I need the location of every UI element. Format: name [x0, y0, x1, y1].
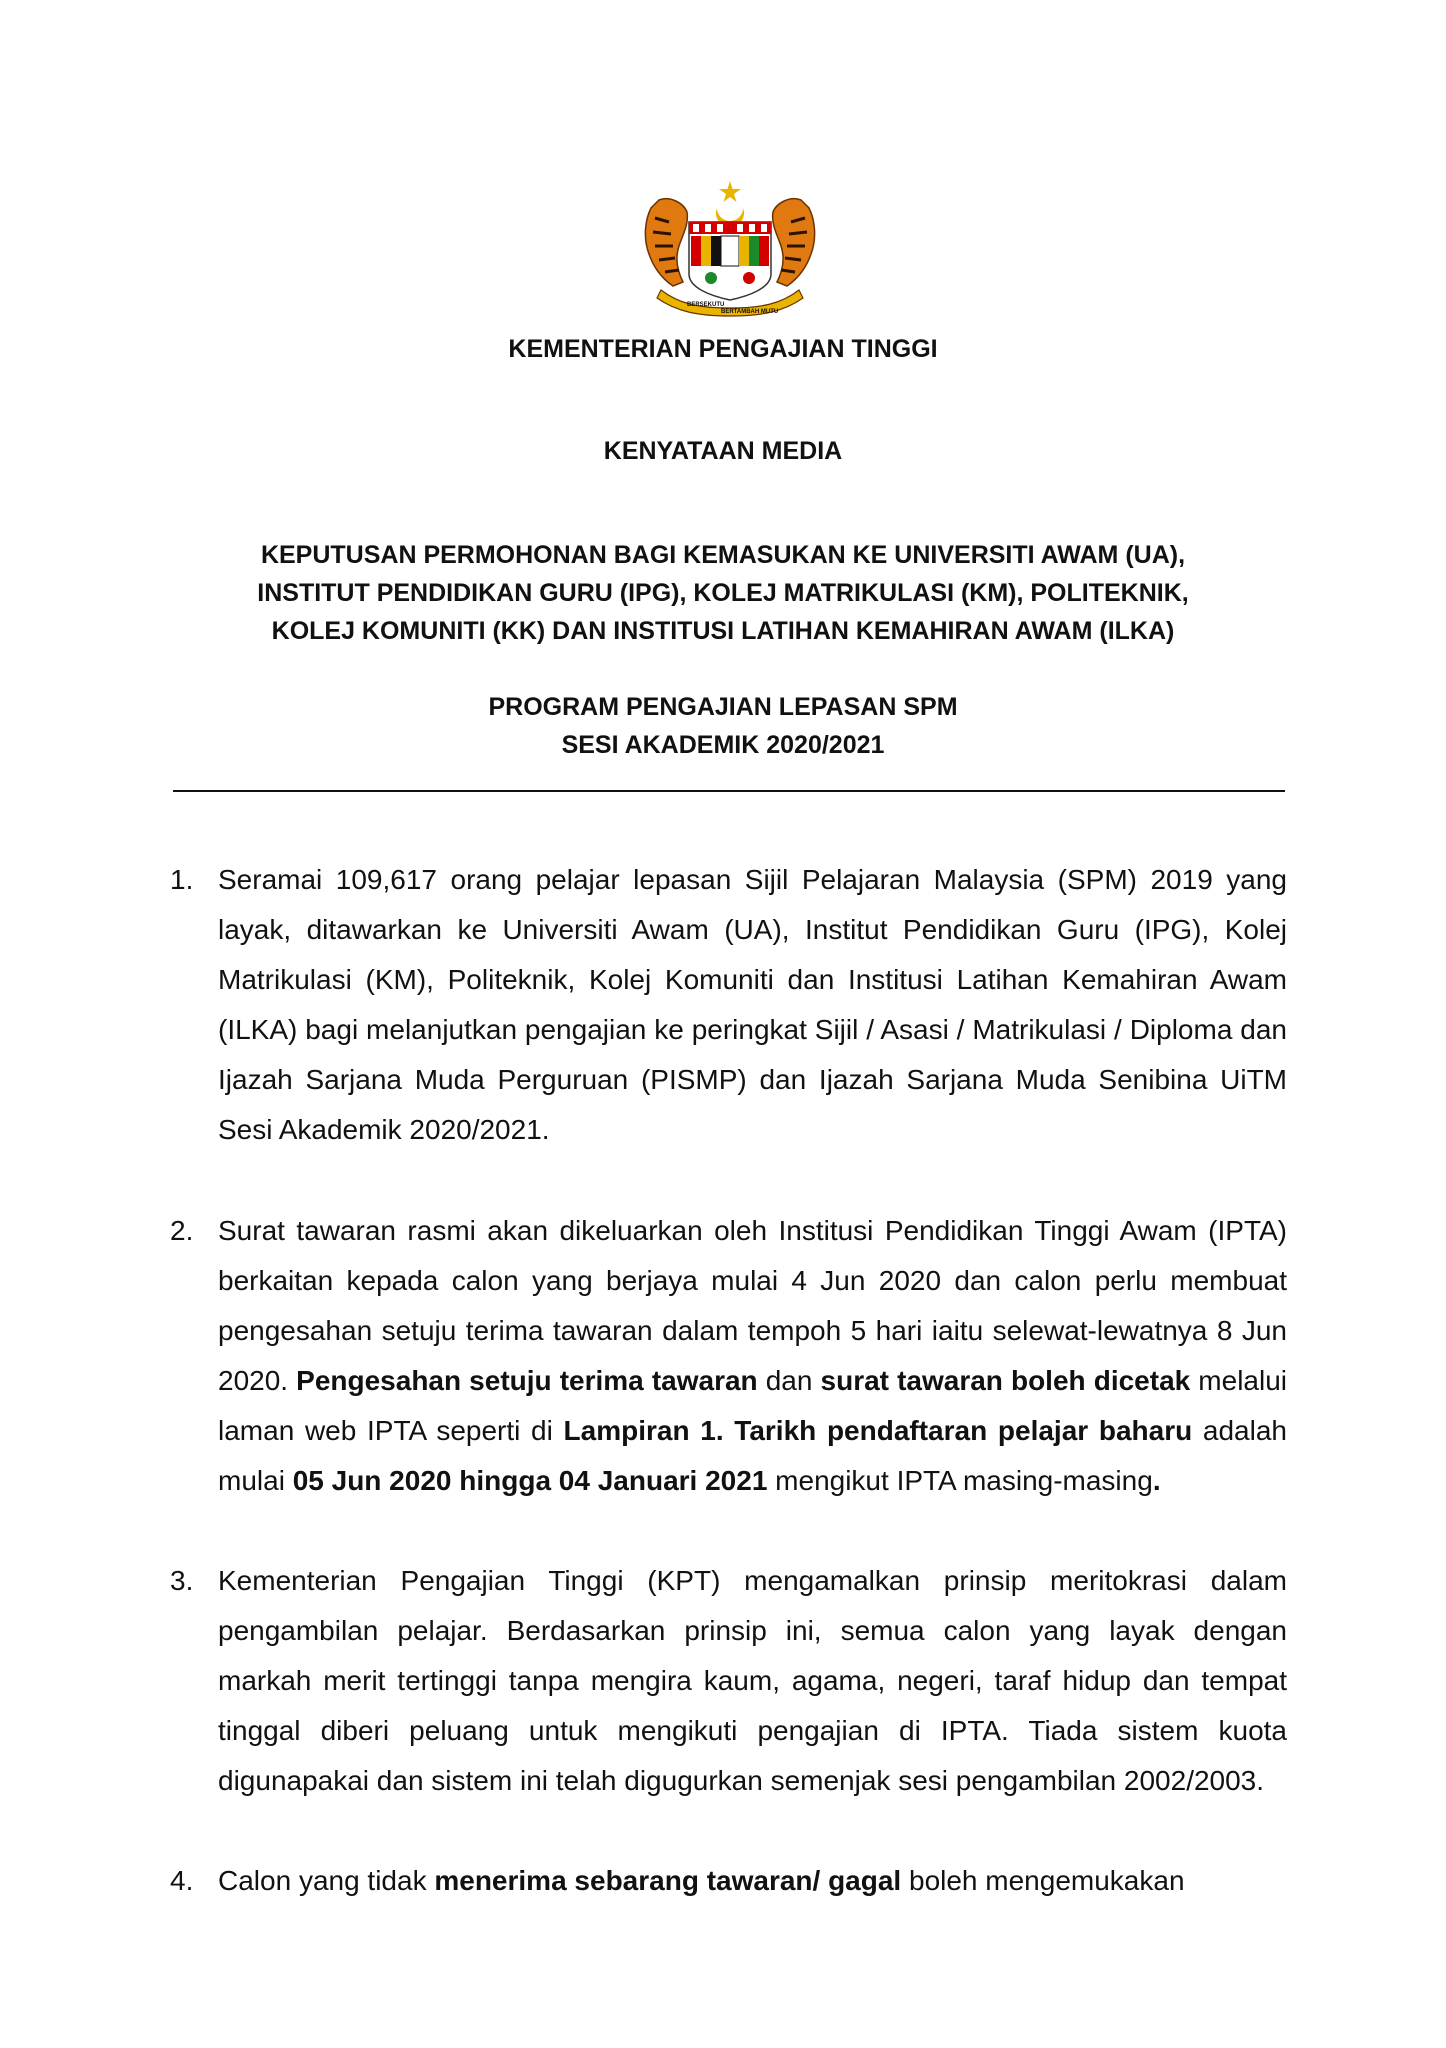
paragraph-number: 1.	[170, 864, 194, 895]
ministry-name: KEMENTERIAN PENGAJIAN TINGGI	[508, 335, 938, 363]
subtitle-line: SESI AKADEMIK 2020/2021	[561, 731, 885, 759]
paragraph-text	[218, 1206, 1287, 1506]
text-run: Seramai 109,617 orang pelajar lepasan Sijil Pelajaran Malaysia (SPM) 2019 yang layak, ditawarkan ke Universiti Awam (UA), Institut Pendidikan Guru (IPG), Kolej Matrikulasi (KM), Politeknik, Kolej Komuniti dan Institusi Latihan Kemahiran Awam (ILKA) bagi melanjutkan pengajian ke peringkat Sijil / Asasi / Matrikulasi / Diploma dan Ijazah Sarjana Muda Perguruan (PISMP) dan Ijazah Sarjana Muda Senibina UiTM Sesi Akademik 2020/2021.	[218, 864, 1287, 1145]
text-run: dan	[757, 1365, 821, 1396]
bold-text-run: 05 Jun 2020 hingga 04 Januari 2021	[292, 1465, 768, 1496]
bold-text-run: menerima sebarang tawaran/ gagal	[434, 1865, 902, 1896]
header-divider	[173, 790, 1285, 792]
text-run: Calon yang tidak	[218, 1865, 435, 1896]
statement-title	[0, 536, 1446, 650]
statement-subtitle	[0, 688, 1446, 764]
crest-motto-left: BERSEKUTU	[687, 302, 725, 308]
paragraph-text	[218, 855, 1287, 1155]
bold-text-run: Pengesahan setuju terima tawaran	[296, 1365, 758, 1396]
title-line: INSTITUT PENDIDIKAN GURU (IPG), KOLEJ MATRIKULASI (KM), POLITEKNIK,	[257, 579, 1189, 607]
paragraph-text	[218, 1556, 1287, 1806]
text-run: Kementerian Pengajian Tinggi (KPT) mengamalkan prinsip meritokrasi dalam pengambilan pelajar. Berdasarkan prinsip ini, semua calon yang layak dengan markah merit tertinggi tanpa mengira kaum, agama, negeri, taraf hidup dan tempat tinggal diberi peluang untuk mengikuti pengajian di IPTA. Tiada sistem kuota digunapakai dan sistem ini telah digugurkan semenjak sesi pengambilan 2002/2003.	[218, 1565, 1287, 1796]
bold-text-run: Lampiran 1. Tarikh pendaftaran pelajar baharu	[563, 1415, 1193, 1446]
paragraph-number: 3.	[170, 1565, 194, 1596]
text-run: boleh mengemukakan	[901, 1865, 1185, 1896]
crest-motto-right: BERTAMBAH MUTU	[721, 309, 779, 315]
text-run: Surat tawaran rasmi akan dikeluarkan oleh Institusi Pendidikan Tinggi Awam (IPTA) berkaitan kepada calon yang berjaya mulai 4 Jun 2020 dan calon perlu membuat pengesahan setuju terima tawaran dalam tempoh 5 hari iaitu selewat-lewatnya 8 Jun 2020.	[218, 1215, 1287, 1396]
text-run: melalui laman web IPTA seperti di	[218, 1365, 1287, 1446]
text-run: adalah mulai	[218, 1415, 1287, 1496]
national-crest-emblem	[639, 178, 821, 318]
paragraph-text	[218, 1856, 1287, 1906]
subtitle-line: PROGRAM PENGAJIAN LEPASAN SPM	[488, 693, 958, 721]
document-type: KENYATAAN MEDIA	[603, 437, 843, 465]
paragraph-number: 2.	[170, 1215, 194, 1246]
title-line: KEPUTUSAN PERMOHONAN BAGI KEMASUKAN KE UNIVERSITI AWAM (UA),	[260, 541, 1186, 569]
text-run: mengikut IPTA masing-masing	[767, 1465, 1153, 1496]
title-line: KOLEJ KOMUNITI (KK) DAN INSTITUSI LATIHAN KEMAHIRAN AWAM (ILKA)	[271, 617, 1175, 645]
paragraph-number: 4.	[170, 1865, 194, 1896]
bold-text-run: surat tawaran boleh dicetak	[820, 1365, 1191, 1396]
bold-text-run: .	[1152, 1465, 1161, 1496]
